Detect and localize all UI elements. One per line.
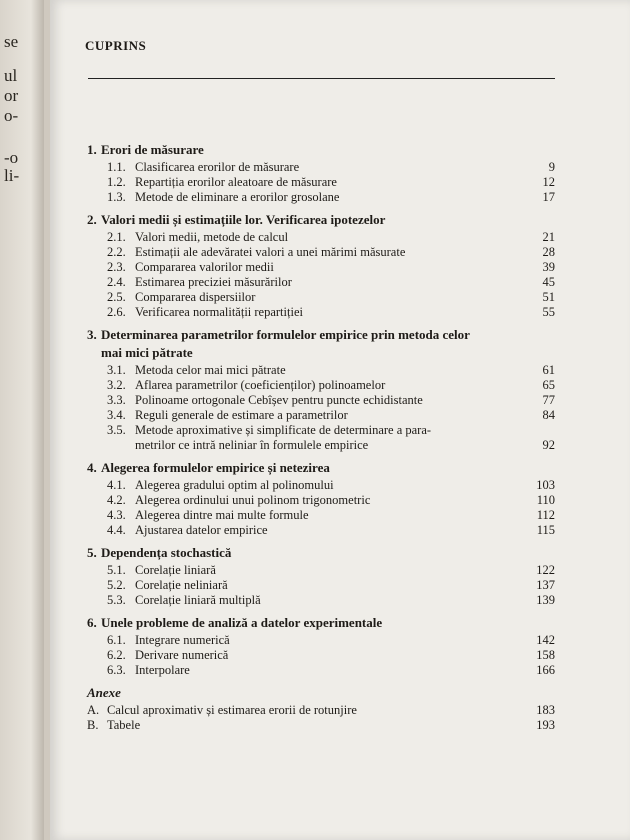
entry-title: Valori medii, metode de calcul <box>135 230 289 244</box>
page-title: CUPRINS <box>85 38 147 53</box>
entry-title: Alegerea gradului optim al polinomului <box>135 478 334 492</box>
entry-page-number: 28 <box>542 245 555 259</box>
entry-page-number: 110 <box>536 493 555 507</box>
toc-section <box>87 327 555 453</box>
entry-number: 5.3. <box>107 593 126 607</box>
entry-title: Alegerea dintre mai multe formule <box>135 508 309 522</box>
toc-entry <box>87 275 555 290</box>
toc-entry <box>87 563 555 578</box>
toc-section <box>87 142 555 205</box>
entry-title: Metode aproximative și simplificate de determinare a para- <box>135 423 432 437</box>
section-heading <box>87 212 555 228</box>
entry-title: Aflarea parametrilor (coeficienților) polinoamelor <box>135 378 386 392</box>
section-title: Unele probleme de analiză a datelor experimentale <box>101 615 383 630</box>
entry-number: 6.3. <box>107 663 126 677</box>
toc-entry <box>87 245 555 260</box>
entry-page-number: 77 <box>542 393 555 407</box>
entry-number: 4.2. <box>107 493 126 507</box>
section-title-continued: mai mici pătrate <box>101 345 193 360</box>
section-title: Valori medii și estimațiile lor. Verificarea ipotezelor <box>101 212 386 227</box>
entry-title: Derivare numerică <box>135 648 229 662</box>
entry-number: 6.1. <box>107 633 126 647</box>
toc-entry <box>87 408 555 423</box>
annex-section <box>87 685 555 733</box>
entry-title: Reguli generale de estimare a parametrilor <box>135 408 348 422</box>
entry-number: 3.4. <box>107 408 126 422</box>
entry-number: 3.3. <box>107 393 126 407</box>
entry-page-number: 115 <box>536 523 555 537</box>
entry-page-number: 17 <box>542 190 555 204</box>
entry-page-number: 139 <box>536 593 555 607</box>
entry-page-number: 183 <box>536 703 555 717</box>
section-title: Dependența stochastică <box>101 545 232 560</box>
entry-title: Metode de eliminare a erorilor grosolane <box>135 190 340 204</box>
header-rule <box>88 78 555 79</box>
toc-entry <box>87 663 555 678</box>
entry-title: Corelație neliniară <box>135 578 228 592</box>
entry-page-number: 84 <box>542 408 555 422</box>
table-of-contents <box>87 142 555 740</box>
entry-title: Calcul aproximativ și estimarea erorii de rotunjire <box>107 703 357 717</box>
toc-entry <box>87 593 555 608</box>
section-heading <box>87 545 555 561</box>
toc-section <box>87 460 555 538</box>
entry-page-number: 55 <box>542 305 555 319</box>
entry-title: Compararea dispersiilor <box>135 290 256 304</box>
entry-page-number: 65 <box>542 378 555 392</box>
toc-entry <box>87 393 555 408</box>
entry-number: 1.3. <box>107 190 126 204</box>
toc-entry <box>87 160 555 175</box>
toc-entry <box>87 703 555 718</box>
toc-entry <box>87 190 555 205</box>
entry-number: B. <box>87 718 99 732</box>
toc-entry <box>87 478 555 493</box>
entry-page-number: 103 <box>536 478 555 492</box>
entry-title: Metoda celor mai mici pătrate <box>135 363 286 377</box>
entry-number: 5.1. <box>107 563 126 577</box>
entry-title: Estimații ale adevăratei valori a unei mărimi măsurate <box>135 245 406 259</box>
toc-section <box>87 212 555 320</box>
entry-number: 1.2. <box>107 175 126 189</box>
entry-number: 6.2. <box>107 648 126 662</box>
book-page <box>50 0 630 840</box>
entry-page-number: 193 <box>536 718 555 732</box>
entry-number: 3.2. <box>107 378 126 392</box>
entry-title: Polinoame ortogonale Cebîșev pentru puncte echidistante <box>135 393 423 407</box>
annex-heading: Anexe <box>87 685 121 700</box>
entry-page-number: 21 <box>542 230 555 244</box>
toc-entry <box>87 648 555 663</box>
toc-entry <box>87 305 555 320</box>
toc-entry <box>87 578 555 593</box>
section-heading-continued <box>87 345 555 361</box>
entry-title: Interpolare <box>135 663 190 677</box>
entry-page-number: 51 <box>542 290 555 304</box>
entry-title: Alegerea ordinului unui polinom trigonometric <box>135 493 371 507</box>
prev-page-fragment: li- <box>4 166 20 185</box>
prev-page-fragment: ul <box>4 66 18 85</box>
toc-section <box>87 615 555 678</box>
toc-entry <box>87 378 555 393</box>
section-heading <box>87 327 555 343</box>
entry-title: Repartiția erorilor aleatoare de măsurare <box>135 175 337 189</box>
entry-page-number: 9 <box>548 160 555 174</box>
toc-entry <box>87 260 555 275</box>
entry-title: Clasificarea erorilor de măsurare <box>135 160 300 174</box>
entry-title: Ajustarea datelor empirice <box>135 523 268 537</box>
toc-entry <box>87 508 555 523</box>
previous-page-edge <box>0 0 44 840</box>
entry-page-number: 61 <box>542 363 555 377</box>
entry-page-number: 39 <box>542 260 555 274</box>
entry-page-number: 137 <box>536 578 555 592</box>
entry-number: 5.2. <box>107 578 126 592</box>
entry-page-number: 122 <box>536 563 555 577</box>
section-heading <box>87 142 555 158</box>
entry-page-number: 158 <box>536 648 555 662</box>
entry-title-continued: metrilor ce intră neliniar în formulele empirice <box>135 438 369 452</box>
section-number: 4. <box>87 460 97 475</box>
section-title: Alegerea formulelor empirice și netezirea <box>101 460 330 475</box>
toc-entry <box>87 175 555 190</box>
entry-page-number: 142 <box>536 633 555 647</box>
toc-entry <box>87 718 555 733</box>
section-number: 2. <box>87 212 97 227</box>
toc-entry <box>87 523 555 538</box>
entry-number: 4.4. <box>107 523 126 537</box>
toc-entry <box>87 363 555 378</box>
toc-entry <box>87 423 555 453</box>
entry-number: 2.5. <box>107 290 126 304</box>
entry-number: 2.1. <box>107 230 126 244</box>
entry-page-number: 92 <box>542 438 555 452</box>
entry-title: Estimarea preciziei măsurărilor <box>135 275 292 289</box>
entry-title: Corelație liniară <box>135 563 216 577</box>
entry-page-number: 45 <box>542 275 555 289</box>
entry-number: 3.1. <box>107 363 126 377</box>
section-number: 1. <box>87 142 97 157</box>
entry-page-number: 166 <box>536 663 555 677</box>
prev-page-fragment: se <box>4 32 19 51</box>
entry-number: 2.2. <box>107 245 126 259</box>
entry-number: 4.1. <box>107 478 126 492</box>
entry-number: 1.1. <box>107 160 126 174</box>
toc-entry <box>87 230 555 245</box>
prev-page-fragment: o- <box>4 106 19 125</box>
entry-title: Verificarea normalității repartiției <box>135 305 303 319</box>
entry-page-number: 12 <box>542 175 555 189</box>
prev-page-fragment: or <box>4 86 19 105</box>
prev-page-fragment: -o <box>4 148 19 167</box>
entry-number: 4.3. <box>107 508 126 522</box>
entry-title: Compararea valorilor medii <box>135 260 274 274</box>
section-heading <box>87 460 555 476</box>
entry-number: 2.6. <box>107 305 126 319</box>
toc-entry <box>87 493 555 508</box>
section-number: 6. <box>87 615 97 630</box>
section-title: Erori de măsurare <box>101 142 204 157</box>
toc-entry <box>87 633 555 648</box>
section-title: Determinarea parametrilor formulelor empirice prin metoda celor <box>101 327 470 342</box>
entry-title: Tabele <box>107 718 141 732</box>
entry-number: 3.5. <box>107 423 126 437</box>
entry-number: A. <box>87 703 100 717</box>
toc-section <box>87 545 555 608</box>
section-number: 5. <box>87 545 97 560</box>
toc-entry <box>87 290 555 305</box>
entry-page-number: 112 <box>536 508 555 522</box>
entry-number: 2.4. <box>107 275 126 289</box>
entry-title: Corelație liniară multiplă <box>135 593 261 607</box>
entry-number: 2.3. <box>107 260 126 274</box>
section-number: 3. <box>87 327 97 342</box>
section-heading <box>87 615 555 631</box>
entry-title: Integrare numerică <box>135 633 230 647</box>
